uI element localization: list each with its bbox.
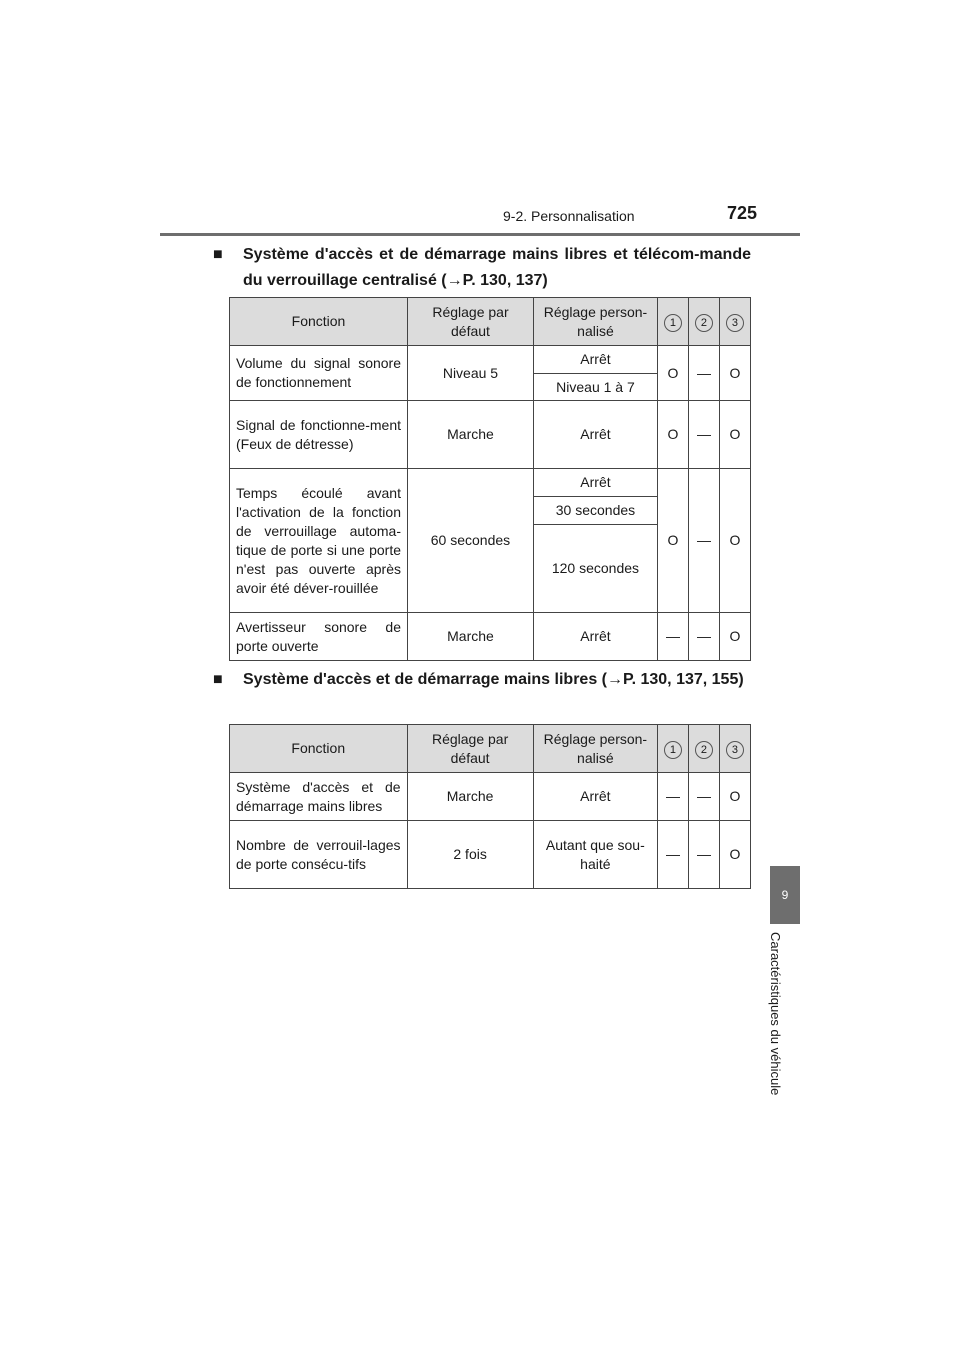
header-col-2 <box>688 725 719 773</box>
cell-mark-1: — <box>657 613 688 661</box>
chapter-tab: 9 <box>770 866 800 924</box>
settings-table-1 <box>229 297 751 661</box>
cell-mark-2: — <box>688 613 719 661</box>
cell-mark-3: O <box>719 773 750 821</box>
cell-perso: Arrêt <box>533 773 657 821</box>
table-header-row <box>230 298 751 346</box>
cell-defaut: 2 fois <box>407 821 533 889</box>
cell-defaut: Niveau 5 <box>408 346 534 401</box>
cell-mark-2: — <box>688 469 719 613</box>
circled-2-icon: 2 <box>695 314 713 332</box>
cell-perso: Arrêt <box>533 401 657 469</box>
cell-defaut: Marche <box>407 773 533 821</box>
header-col-3 <box>719 725 750 773</box>
cell-mark-3: O <box>719 613 750 661</box>
cell-perso: Arrêt <box>533 613 657 661</box>
table-row <box>230 401 751 469</box>
circled-2-icon: 2 <box>695 741 713 759</box>
cell-fonction: Temps écoulé avant l'activation de la fonction de verrouillage automa-tique de porte si une porte n'est pas ouverte après avoir été déver-rouillée <box>230 469 408 613</box>
circled-1-icon: 1 <box>664 314 682 332</box>
header-col-1 <box>657 725 688 773</box>
page-number: 725 <box>727 203 758 223</box>
table-row <box>230 613 751 661</box>
table-row <box>230 821 751 889</box>
section-title-2 <box>213 667 751 693</box>
cell-perso: Arrêt <box>533 346 657 374</box>
header-defaut: Réglage par défaut <box>407 725 533 773</box>
cell-fonction: Signal de fonctionne-ment (Feux de détresse) <box>230 401 408 469</box>
header-section-title: 9-2. Personnalisation <box>503 208 635 224</box>
header-col-2 <box>688 298 719 346</box>
chapter-label: Caractéristiques du véhicule <box>768 932 783 1096</box>
cell-fonction: Avertisseur sonore de porte ouverte <box>230 613 408 661</box>
table-header-row <box>230 725 751 773</box>
square-bullet-icon: ■ <box>213 671 223 688</box>
circled-3-icon: 3 <box>726 314 744 332</box>
header-fonction: Fonction <box>230 298 408 346</box>
header-col-1 <box>657 298 688 346</box>
cell-perso: Autant que sou-haité <box>533 821 657 889</box>
circled-3-icon: 3 <box>726 741 744 759</box>
table-row <box>230 346 751 374</box>
header-defaut: Réglage par défaut <box>408 298 534 346</box>
cell-mark-2: — <box>688 346 719 401</box>
cell-perso: 120 secondes <box>533 525 657 613</box>
cell-mark-1: O <box>657 346 688 401</box>
cell-mark-3: O <box>719 346 750 401</box>
table-row <box>230 773 751 821</box>
cell-mark-2: — <box>688 773 719 821</box>
cell-mark-1: — <box>657 773 688 821</box>
cell-mark-2: — <box>688 821 719 889</box>
cell-mark-1: O <box>657 469 688 613</box>
section-title-text: Système d'accès et de démarrage mains libres et télécom-mande du verrouillage centralisé (→P. 130, 137) <box>243 246 751 289</box>
cell-mark-1: — <box>657 821 688 889</box>
cell-mark-3: O <box>719 401 750 469</box>
cell-mark-1: O <box>657 401 688 469</box>
cell-fonction: Volume du signal sonore de fonctionnement <box>230 346 408 401</box>
circled-1-icon: 1 <box>664 741 682 759</box>
header-perso: Réglage person-nalisé <box>533 725 657 773</box>
header-perso: Réglage person-nalisé <box>533 298 657 346</box>
cell-fonction: Système d'accès et de démarrage mains libres <box>230 773 408 821</box>
header-divider <box>160 233 800 236</box>
cell-fonction: Nombre de verrouil-lages de porte consécu-tifs <box>230 821 408 889</box>
table-row <box>230 469 751 497</box>
cell-mark-2: — <box>688 401 719 469</box>
settings-table-2 <box>229 724 751 889</box>
header-col-3 <box>719 298 750 346</box>
cell-perso: Arrêt <box>533 469 657 497</box>
cell-mark-3: O <box>719 821 750 889</box>
cell-perso: Niveau 1 à 7 <box>533 374 657 401</box>
square-bullet-icon: ■ <box>213 246 223 263</box>
cell-mark-3: O <box>719 469 750 613</box>
cell-defaut: Marche <box>408 401 534 469</box>
cell-perso: 30 secondes <box>533 497 657 525</box>
header-fonction: Fonction <box>230 725 408 773</box>
cell-defaut: 60 secondes <box>408 469 534 613</box>
section-title-1 <box>213 242 751 294</box>
section-title-text: Système d'accès et de démarrage mains libres (→P. 130, 137, 155) <box>243 671 744 688</box>
cell-defaut: Marche <box>408 613 534 661</box>
